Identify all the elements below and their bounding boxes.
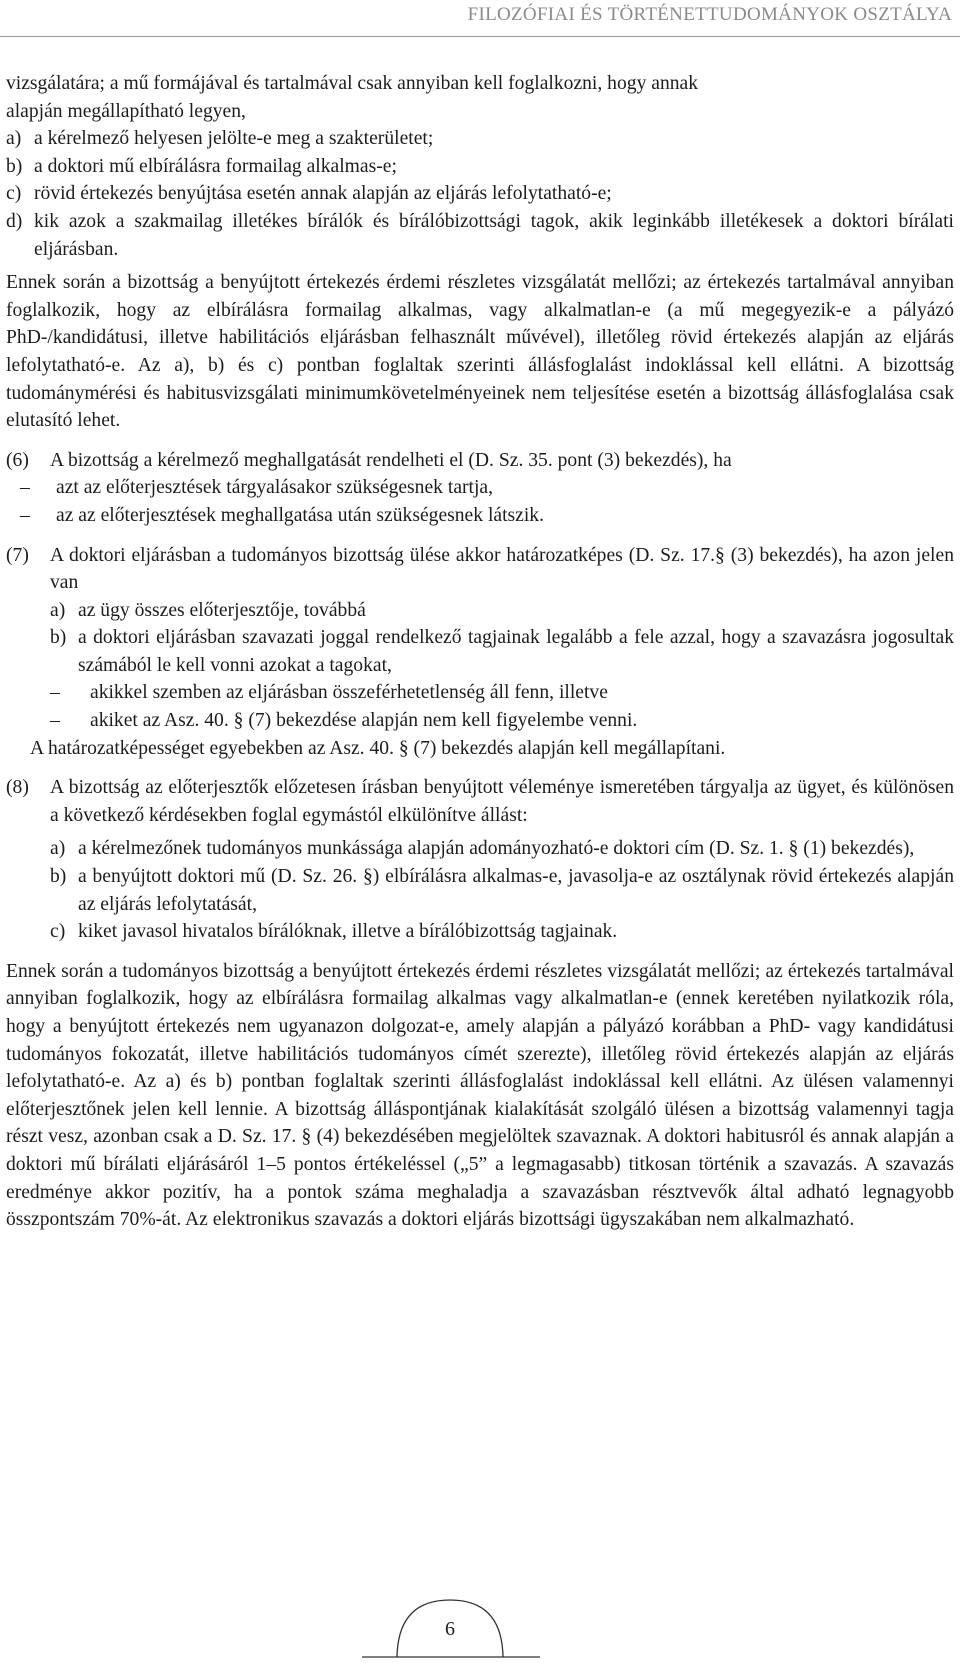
section-7 (6, 542, 954, 597)
section-number: (6) (6, 449, 29, 471)
dash-text: azt az előterjesztések tárgyalásakor szükségesnek tartja, (56, 477, 494, 499)
section-text: A doktori eljárásban a tudományos bizottság ülése akkor határozatképes (D. Sz. 17.§ (3) bekezdés), ha azon jelen van (50, 544, 954, 594)
list-label: a) (50, 838, 66, 860)
dash-text: akikkel szemben az eljárásban összeférhetetlenség áll fenn, illetve (90, 682, 608, 704)
paragraph-b: Ennek során a tudományos bizottság a benyújtott értekezés érdemi részletes vizsgálatát mellőzi; az értekezés tartalmával annyiban foglalkozik, hogy az elbírálásra formailag alkalmas vagy alkalmatlan-e (ennek keretében nyilatkozik róla, hogy a benyújtott értekezés nem ugyanazon dolgozat-e, amely alapján a pályázó korábban a PhD- vagy kandidátusi tudományos fokozatát, illetve habilitációs tudományos címét szerezte), illetőleg rövid értekezés alapján az eljárás lefolytatható-e. Az a) és b) pontban foglaltak szerinti állásfoglalást indoklással kell ellátni. Az ülésen valamennyi előterjesztőnek jelen kell lennie. A bizottság álláspontjának kialakítását szolgáló ülésen a bizottság valamennyi tagja részt vesz, azonban csak a D. Sz. 17. § (4) bekezdésében megjelöltek szavaznak. A doktori habitusról és annak alapján a doktori mű bírálati eljárásáról 1–5 pontos értékeléssel („5” a legmagasabb) titkosan történik a szavazás. A szavazás eredménye akkor pozitív, ha a pontok száma meghaladja a szavazásban résztvevők által adható legnagyobb összpontszám 70%-át. Az elektronikus szavazás a doktori eljárás bizottsági ügyszakában nem alkalmazható. (6, 960, 954, 1231)
section-8-list (6, 835, 954, 945)
list-item (50, 918, 954, 946)
section-8 (6, 774, 954, 829)
intro-line-2: alapján megállapítható legyen, (6, 100, 246, 122)
header-rule (0, 36, 960, 37)
list-label: b) (6, 155, 23, 177)
list-label: b) (50, 627, 67, 649)
intro-list (6, 125, 954, 263)
list-label: b) (50, 866, 67, 888)
list-text: a doktori eljárásban szavazati joggal rendelkező tagjainak legalább a fele azzal, hogy a szavazásra jogosultak számából le kell vonni azokat a tagokat, (78, 627, 954, 676)
dash-mark: – (50, 710, 60, 732)
dash-item (6, 474, 954, 502)
page-number: 6 (445, 1618, 455, 1640)
list-item (6, 208, 954, 263)
section-6 (6, 447, 954, 475)
list-item (6, 153, 954, 181)
list-text: kiket javasol hivatalos bírálóknak, illetve a bírálóbizottság tagjainak. (78, 921, 618, 943)
list-text: rövid értekezés benyújtása esetén annak alapján az eljárás lefolytatható-e; (34, 183, 612, 205)
list-text: az ügy összes előterjesztője, továbbá (78, 599, 366, 621)
footer-ornament (0, 1580, 960, 1663)
dash-item (6, 679, 954, 707)
list-item (6, 180, 954, 208)
section-7-list (6, 597, 954, 680)
dash-mark: – (50, 682, 60, 704)
section-number: (8) (6, 777, 29, 799)
list-item (50, 863, 954, 918)
list-text: a doktori mű elbírálásra formailag alkalmas-e; (34, 155, 397, 177)
list-text: a kérelmező helyesen jelölte-e meg a szakterületet; (34, 128, 434, 150)
section-text: A bizottság a kérelmező meghallgatását rendelheti el (D. Sz. 35. pont (3) bekezdés), ha (50, 449, 732, 471)
page-footer (0, 1580, 960, 1663)
section-text: A bizottság az előterjesztők előzetesen írásban benyújtott véleménye ismeretében tárgyalja az ügyet, és különösen a következő kérdésekben foglal egymástól elkülönítve állást: (50, 777, 954, 826)
dash-mark: – (20, 477, 30, 499)
dash-mark: – (20, 504, 30, 526)
list-item (50, 597, 954, 625)
dash-text: akiket az Asz. 40. § (7) bekezdése alapján nem kell figyelembe venni. (90, 710, 638, 732)
list-item (50, 624, 954, 679)
list-text: a benyújtott doktori mű (D. Sz. 26. §) elbírálásra alkalmas-e, javasolja-e az osztálynak rövid értekezés alapján az eljárás lefolytatását, (78, 866, 954, 915)
document-body (6, 70, 954, 1234)
section-7-closing: A határozatképességet egyebekben az Asz. 40. § (7) bekezdés alapján kell megállapítani. (30, 737, 726, 759)
header-title: FILOZÓFIAI ÉS TÖRTÉNETTUDOMÁNYOK OSZTÁLYA (467, 4, 952, 25)
list-label: a) (50, 599, 66, 621)
list-text: a kérelmezőnek tudományos munkássága alapján adományozható-e doktori cím (D. Sz. 1. § (1) bekezdés), (78, 838, 915, 860)
dash-text: az az előterjesztések meghallgatása után szükségesnek látszik. (56, 504, 544, 526)
dash-item (6, 707, 954, 735)
dash-item (6, 502, 954, 530)
list-label: d) (6, 210, 23, 232)
list-label: c) (50, 921, 66, 943)
section-number: (7) (6, 544, 29, 566)
list-item (6, 125, 954, 153)
intro-line-1: vizsgálatára; a mű formájával és tartalmával csak annyiban kell foglalkozni, hogy annak (6, 73, 699, 94)
paragraph-a: Ennek során a bizottság a benyújtott értekezés érdemi részletes vizsgálatát mellőzi; az értekezés tartalmával annyiban foglalkozik, hogy az elbírálásra formailag alkalmas, vagy alkalmatlan-e (a mű megegyezik-e a pályázó PhD-/kandidátusi, illetve habilitációs eljárásban felhasznált művével), illetőleg rövid értekezés alapján az eljárás lefolytatható-e. Az a), b) és c) pontban foglaltak szerinti állásfoglalást indoklással kell ellátni. A bizottság tudománymérési és habitusvizsgálati minimumkövetelményeinek nem teljesítése esetén a bizottság állásfoglalása csak elutasító lehet. (6, 272, 954, 432)
list-item (50, 835, 954, 863)
list-text: kik azok a szakmailag illetékes bírálók és bírálóbizottsági tagok, akik leginkább illetékesek a doktori bírálati eljárásban. (34, 210, 954, 260)
list-label: a) (6, 128, 22, 150)
list-label: c) (6, 183, 22, 205)
page-header (0, 0, 960, 42)
